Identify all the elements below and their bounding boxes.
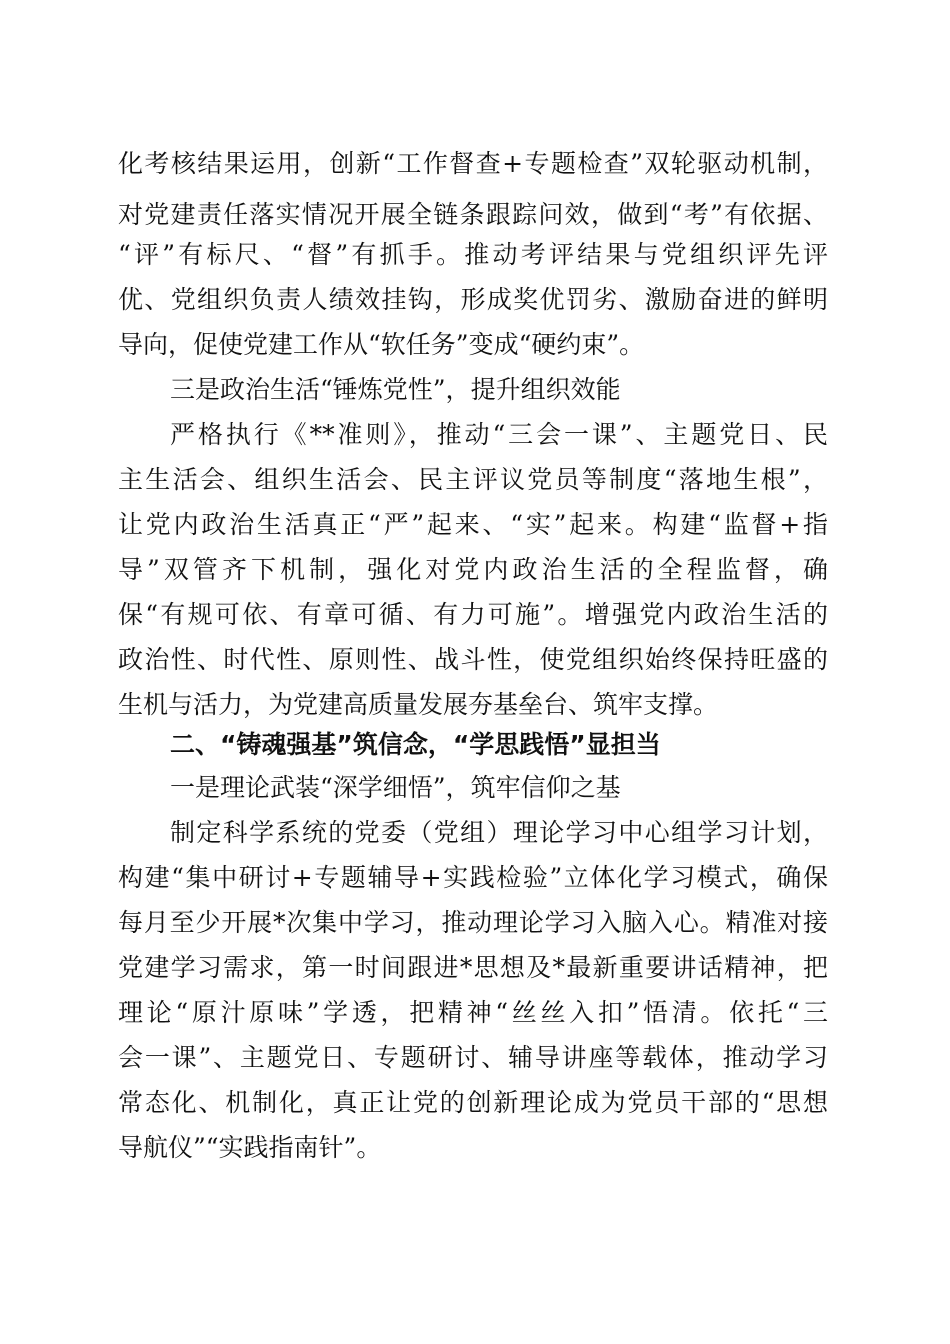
paragraph-line: 每月至少开展*次集中学习，推动理论学习入脑入心。精准对接: [118, 908, 828, 937]
subheading: 一是理论武装“深学细悟”，筑牢信仰之基: [170, 773, 621, 802]
section-heading: 二、“铸魂强基”筑信念，“学思践悟”显担当: [170, 730, 661, 759]
paragraph-line: 会一课”、主题党日、专题研讨、辅导讲座等载体，推动学习: [118, 1043, 828, 1072]
paragraph-line: 常态化、机制化，真正让党的创新理论成为党员干部的“思想: [118, 1088, 828, 1117]
paragraph-line: 保“有规可依、有章可循、有力可施”。增强党内政治生活的: [118, 600, 828, 629]
paragraph-line: 化考核结果运用，创新“工作督查+专题检查”双轮驱动机制，: [118, 149, 828, 178]
paragraph-line: 让党内政治生活真正“严”起来、“实”起来。构建“监督+指: [118, 510, 828, 539]
paragraph-line: 导航仪”“实践指南针”。: [118, 1133, 382, 1162]
paragraph-line: 导向，促使党建工作从“软任务”变成“硬约束”。: [118, 330, 645, 359]
paragraph-line: 制定科学系统的党委（党组）理论学习中心组学习计划，: [170, 818, 828, 847]
paragraph-line: 严格执行《**准则》，推动“三会一课”、主题党日、民: [170, 420, 828, 449]
paragraph-line: 理论“原汁原味”学透，把精神“丝丝入扣”悟清。依托“三: [118, 998, 828, 1027]
paragraph-line: “评”有标尺、“督”有抓手。推动考评结果与党组织评先评: [118, 240, 828, 269]
paragraph-line: 优、党组织负责人绩效挂钩，形成奖优罚劣、激励奋进的鲜明: [118, 285, 828, 314]
paragraph-line: 生机与活力，为党建高质量发展夯基垒台、筑牢支撑。: [118, 690, 719, 719]
paragraph-line: 导”双管齐下机制，强化对党内政治生活的全程监督，确: [118, 555, 828, 584]
paragraph-line: 党建学习需求，第一时间跟进*思想及*最新重要讲话精神，把: [118, 953, 828, 982]
paragraph-line: 主生活会、组织生活会、民主评议党员等制度“落地生根”，: [118, 465, 828, 494]
subheading: 三是政治生活“锤炼党性”，提升组织效能: [170, 375, 621, 404]
paragraph-line: 对党建责任落实情况开展全链条跟踪问效，做到“考”有依据、: [118, 200, 828, 229]
paragraph-line: 构建“集中研讨+专题辅导+实践检验”立体化学习模式，确保: [118, 863, 828, 892]
paragraph-line: 政治性、时代性、原则性、战斗性，使党组织始终保持旺盛的: [118, 645, 828, 674]
